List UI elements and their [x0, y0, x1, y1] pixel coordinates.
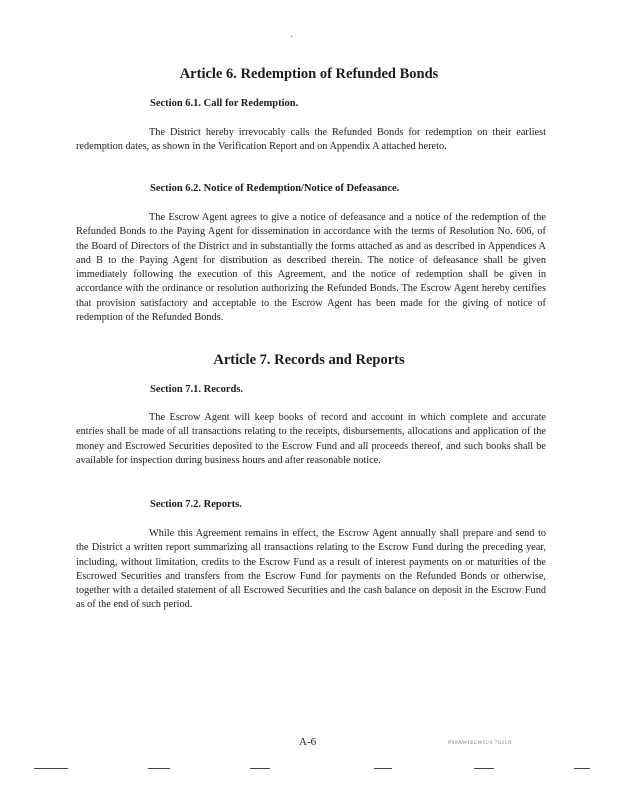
- section-6-1-title: Section 6.1. Call for Redemption.: [150, 98, 299, 109]
- footer-scan-rule: [374, 768, 392, 769]
- page-number: A-6: [299, 736, 317, 748]
- footer-scan-rule: [250, 768, 270, 769]
- section-7-2-title: Section 7.2. Reports.: [150, 499, 242, 510]
- article-6-heading: Article 6. Redemption of Refunded Bonds: [179, 66, 439, 82]
- document-id: P90AWIELWG/0 7021N: [448, 740, 513, 746]
- article-7-heading: Article 7. Records and Reports: [213, 352, 405, 368]
- footer-scan-rule: [474, 768, 494, 769]
- page-mark: ': [291, 34, 293, 44]
- section-7-2-body: While this Agreement remains in effect, the Escrow Agent annually shall prepare and send to the District a written report summarizing all transactions relating to the Escrow Fund during the preceding year, including, without limitation, credits to the Escrow Fund as a result of interest payments on or maturities of the Escrowed Securities and transfers from the Escrow Fund for payments on the Refunded Bonds or otherwise, together with a detailed statement of all Escrowed Securities and the cash balance on deposit in the Escrow Fund as of the end of such period.: [76, 528, 546, 611]
- section-6-2-title: Section 6.2. Notice of Redemption/Notice of Defeasance.: [150, 183, 400, 194]
- section-7-1-body: The Escrow Agent will keep books of record and account in which complete and accurate entries shall be made of all transactions relating to the receipts, disbursements, allocations and application of the money and Escrowed Securities deposited to the Escrow Fund and all proceeds thereof, and such books shall be available for inspection during business hours and after reasonable notice.: [76, 412, 546, 466]
- footer-scan-rule: [148, 768, 170, 769]
- footer-scan-rule: [34, 768, 68, 769]
- section-7-1-title: Section 7.1. Records.: [150, 384, 244, 395]
- section-6-2-body: The Escrow Agent agrees to give a notice of defeasance and a notice of the redemption of the Refunded Bonds to the Paying Agent for dissemination in accordance with the terms of Resolution No. 606, of the Board of Directors of the District and in substantially the forms attached as and as described in Appendices A and B to the Paying Agent for distribution as described therein. The notice of defeasance shall be given immediately following the execution of this Agreement, and the notice of redemption shall be given in accordance with the ordinance or resolution authorizing the Refunded Bonds. The Escrow Agent hereby certifies that provision satisfactory and acceptable to the Escrow Agent has been made for the giving of notice of redemption of the Refunded Bonds.: [76, 212, 546, 324]
- footer-scan-rule: [574, 768, 590, 769]
- section-6-1-body: The District hereby irrevocably calls the Refunded Bonds for redemption on their earliest redemption dates, as shown in the Verification Report and on Appendix A attached hereto.: [76, 127, 546, 153]
